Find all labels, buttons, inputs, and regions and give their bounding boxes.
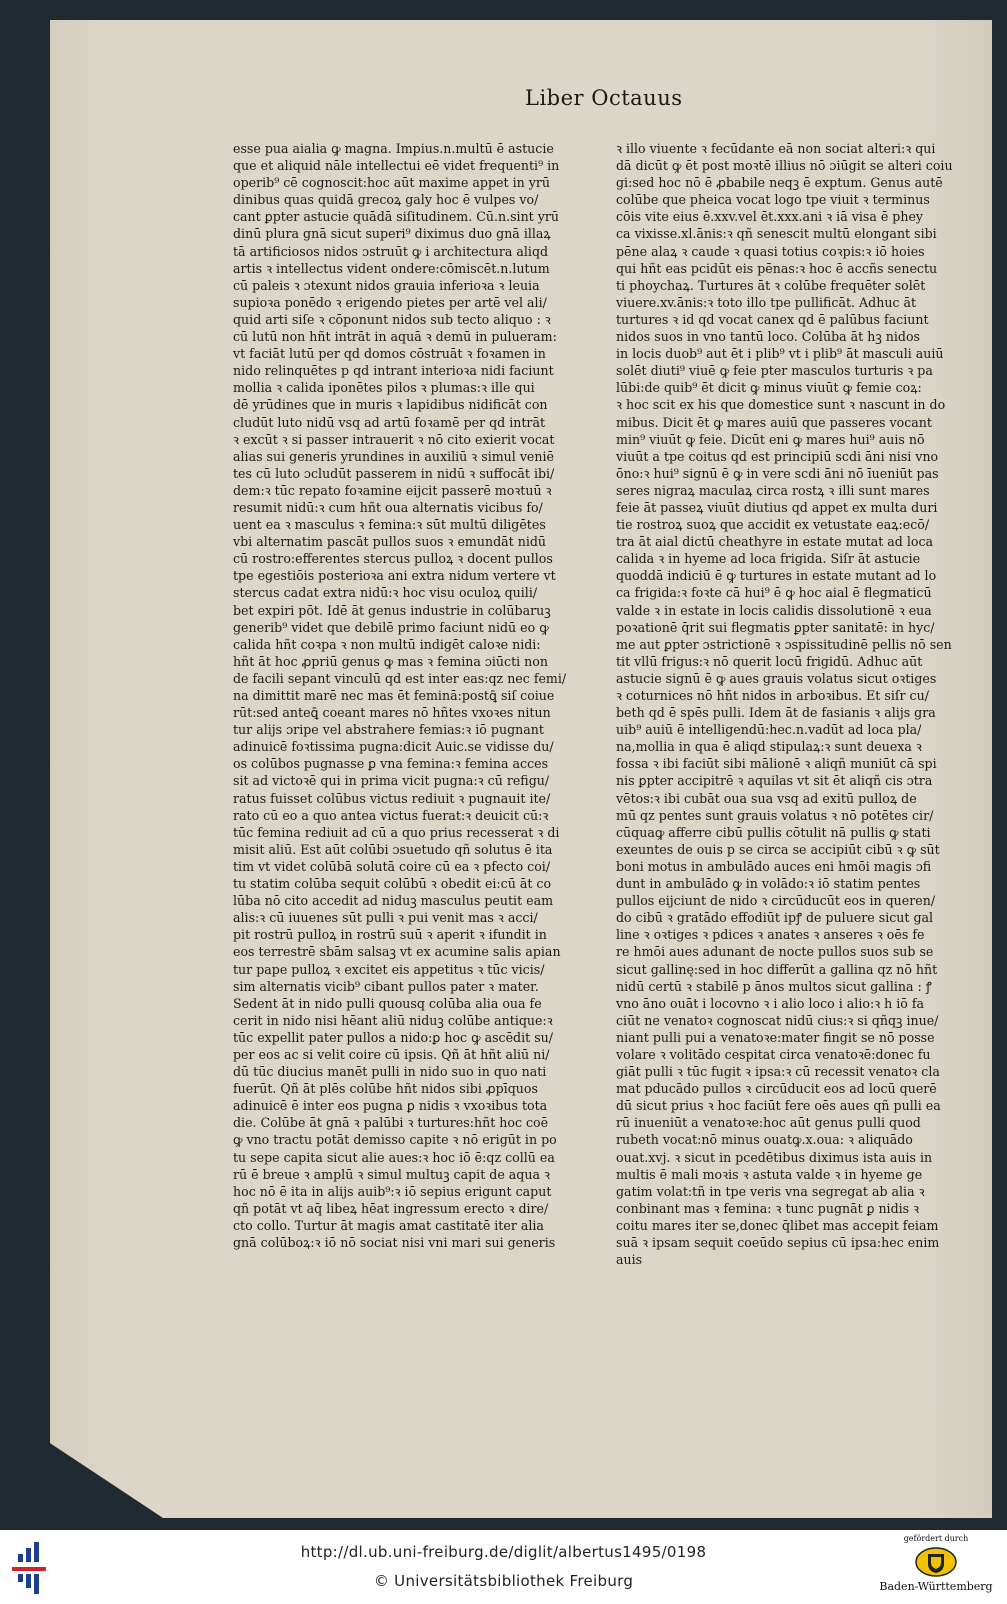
text-line: qui hñt eas pcidūt eis pēnas:ꝛ hoc ē accñs senectu	[616, 260, 938, 276]
text-line: tit vllū frigus:ꝛ nō querit locū frigidū. Adhuc aūt	[616, 653, 923, 669]
text-line: nis ꝑpter accipitrē ꝛ aquilas vt sit ēt aliqñ cis ɔtra	[616, 773, 933, 789]
text-line: gnā colūboꝝ:ꝛ iō nō sociat nisi vni mari sui generis	[233, 1235, 556, 1250]
text-line: lūba nō cito accedit ad niduꝫ masculus peutit eam	[233, 893, 554, 909]
text-line: dē yrūdines que in muris ꝛ lapidibus nidificāt con	[233, 397, 548, 413]
text-line: ratus fuisset colūbus victus rediuit ꝛ pugnauit ite/	[233, 790, 551, 806]
copyright-text: © Universitätsbibliothek Freiburg	[373, 1572, 634, 1590]
text-line: dunt in ambulādo ꝙ in volādo:ꝛ iō statim pentes	[616, 876, 921, 892]
text-line: tūc femina rediuit ad cū a quo prius recesserat ꝛ di	[233, 824, 560, 840]
text-line: ōno:ꝛ hui⁹ signū ē ꝙ in vere scdi āni nō īueniūt pas	[616, 465, 939, 481]
text-line: alias sui generis yrundines in auxiliū ꝛ simul veniē	[233, 448, 554, 464]
text-line: mū qz pentes sunt grauis volatus ꝛ nō potētes cir/	[616, 807, 934, 823]
text-line: ti phoychaꝝ. Turtures āt ꝛ colūbe frequēter solēt	[616, 277, 926, 293]
text-line: lūbi:de quib⁹ ēt dicit ꝙ minus viuūt ꝙ femie coꝝ:	[616, 380, 922, 396]
text-line: solēt diuti⁹ viuē ꝙ feie pter masculos turturis ꝛ pa	[616, 363, 933, 379]
text-line: tur pape pulloꝝ ꝛ excitet eis appetitus ꝛ tūc vicis/	[233, 961, 545, 977]
text-line: resumit nidū:ꝛ cum hñt oua alternatis vicibus fo/	[233, 499, 543, 515]
text-line: ciūt ne venatoꝛ cognoscat nidū cius:ꝛ si qñqꝫ inue/	[616, 1012, 939, 1028]
left-text-column	[233, 140, 581, 1251]
text-line: mibus. Dicit ēt ꝙ mares auiū que passeres vocant	[616, 414, 932, 430]
text-line: rato cū eo a quo antea victus fuerat:ꝛ deuicit cū:ꝛ	[233, 807, 549, 823]
text-line: ca vixisse.xl.ānis:ꝛ qñ senescit multū elongant sibi	[616, 226, 937, 242]
text-line: ouat.xvj. ꝛ sicut in pcedētibus diximus ista auis in	[616, 1149, 933, 1165]
text-line: cū lutū non hñt intrāt in aquā ꝛ demū in pulueram:	[233, 329, 557, 345]
text-line: colūbe que pheica vocat logo tpe viuit ꝛ terminus	[616, 192, 930, 208]
funding-state: Baden-Württemberg	[879, 1580, 993, 1593]
text-line: os colūbos pugnasse ꝑ vna femina:ꝛ femina acces	[233, 756, 549, 772]
text-line: adinuicē ē inter eos pugna ꝑ nidis ꝛ vxoꝛibus tota	[233, 1098, 548, 1114]
text-line: astucie signū ē ꝙ aues grauis volatus sicut oꝛtiges	[616, 670, 937, 686]
text-line: cto collo. Turtur āt magis amat castitatē iter alia	[233, 1217, 544, 1233]
text-line: dinibus quas quidā grecoꝝ galy hoc ē vulpes vo/	[233, 192, 539, 208]
text-line: fuerūt. Qñ āt plēs colūbe hñt nidos sibi ꝓpīquos	[233, 1081, 538, 1097]
text-line: auis	[616, 1252, 643, 1268]
text-line: per eos ac si velit coire cū ipsis. Qñ āt hñt aliū ni/	[233, 1046, 550, 1062]
text-line: giāt pulli ꝛ tūc fugit ꝛ ipsa:ꝛ cū recessit venatoꝛ cla	[616, 1064, 940, 1080]
text-line: ca frigida:ꝛ foꝛte cā hui⁹ ē ꝙ hoc aial ē flegmaticū	[616, 585, 932, 601]
text-line: ꝙ vno tractu potāt demisso capite ꝛ nō erigūt in po	[233, 1132, 557, 1148]
right-text-column	[616, 140, 964, 1268]
text-line: nidū certū ꝛ stabilē p ānos multos sicut gallina : ꝭ	[616, 978, 932, 994]
text-line: cant ꝑpter astucie quādā siſitudinem. Cū.n.sint yrū	[233, 209, 559, 225]
text-line: que et aliquid nāle intellectui eē videt frequenti⁹ in	[233, 158, 560, 174]
text-line: calida hñt coꝛpa ꝛ non multū indigēt caloꝛe nidi:	[233, 636, 541, 652]
text-line: dū sicut prius ꝛ hoc faciūt fere oēs aues qñ pulli ea	[616, 1098, 941, 1114]
text-line: cerit in nido nisi hēant aliū niduꝫ colūbe antique:ꝛ	[233, 1012, 553, 1028]
text-line: turtures ꝛ id qd vocat canex qd ē palūbus faciunt	[616, 311, 929, 327]
text-line: min⁹ viuūt ꝙ feie. Dicūt eni ꝙ mares hui⁹ auis nō	[616, 431, 925, 447]
text-line: sicut gallinę:sed in hoc differūt a gallina qz nō hñt	[616, 961, 938, 977]
text-line: hoc nō ē ita in alijs auib⁹:ꝛ iō sepius erigunt caput	[233, 1183, 552, 1199]
text-line: conbinant mas ꝛ femina: ꝛ tunc pugnāt ꝑ nidis ꝛ	[616, 1200, 920, 1216]
text-line: uib⁹ auiū ē intelligendū:hec.n.vadūt ad loca pla/	[616, 722, 922, 738]
viewer-footer	[0, 1530, 1007, 1604]
text-line: na,mollia in qua ē aliqd stipulaꝝ:ꝛ sunt deuexa ꝛ	[616, 739, 922, 755]
text-line: in locis duob⁹ aut ēt i plib⁹ vt i plib⁹ āt masculi auiū	[616, 346, 944, 362]
text-line: cōis vite eius ē.xxv.vel ēt.xxx.ani ꝛ iā visa ē phey	[616, 209, 924, 225]
text-line: generib⁹ videt que debilē primo faciunt nidū eo ꝙ	[233, 619, 549, 635]
text-line: feie āt passeꝝ viuūt diutius qd appet ex multa duri	[616, 499, 938, 515]
text-line: qñ potāt vt aq̄ libeꝝ hēat ingressum erecto ꝛ dire/	[233, 1200, 549, 1216]
text-line: quoddā indiciū ē ꝙ turtures in estate mutant ad lo	[616, 568, 937, 584]
text-line: viuere.xv.ānis:ꝛ toto illo tpe pullificāt. Adhuc āt	[616, 294, 917, 310]
text-line: cū rostro:efferentes stercus pulloꝝ ꝛ docent pullos	[233, 551, 553, 567]
text-line: uent ea ꝛ masculus ꝛ femina:ꝛ sūt multū diligētes	[233, 517, 546, 533]
funding-block	[870, 1534, 1002, 1593]
text-line: cū paleis ꝛ ɔtexunt nidos grauia inferioꝛa ꝛ leuia	[233, 277, 540, 293]
text-line: viuūt a tpe coitus qd est principiū scdi āni nisi vno	[616, 448, 939, 464]
text-line: na dimittit marē nec mas ēt feminā:postꝗ̄ siſ coiue	[233, 688, 555, 703]
text-line: coitu mares iter se,donec q̄libet mas accepit feiam	[616, 1217, 939, 1233]
text-line: tur alijs ɔripe vel abstrahere femias:ꝛ iō pugnant	[233, 722, 544, 738]
page-heading: Liber Octauus	[525, 86, 683, 110]
text-line: cūquaꝙ afferre cibū pullis cōtulit nā pullis ꝙ stati	[616, 824, 931, 840]
text-line: dem:ꝛ tūc repato foꝛamine eijcit passerē moꝛtuū ꝛ	[233, 482, 552, 498]
text-line: mollia ꝛ calida iponētes pilos ꝛ plumas:ꝛ ille qui	[233, 380, 535, 396]
text-line: multis ē mali moꝛis ꝛ astuta valde ꝛ in hyeme ge	[616, 1166, 923, 1182]
text-line: Sedent āt in nido pulli quousq colūba alia oua fe	[233, 995, 542, 1011]
text-line: hñt āt hoc ꝓpriū genus ꝙ mas ꝛ femina ɔiūcti non	[233, 653, 548, 669]
text-line: beth qd ē spēs pulli. Idem āt de fasianis ꝛ alijs gra	[616, 705, 936, 721]
text-line: tie rostroꝝ suoꝝ que accidit ex vetustate eaꝝ:ecō/	[616, 517, 930, 533]
text-line: pit rostrū pulloꝝ in rostrū suū ꝛ aperit ꝛ ifundit in	[233, 927, 547, 943]
text-line: tu statim colūba sequit colūbū ꝛ obedit ei:cū āt co	[233, 876, 552, 892]
text-line: line ꝛ oꝛtiges ꝛ pdices ꝛ anates ꝛ anseres ꝛ oēs fe	[616, 927, 925, 943]
text-line: do cibū ꝛ gratādo effodiūt ipꝭ de puluere sicut gal	[616, 910, 934, 926]
text-line: sit ad victoꝛē qui in prima vicit pugna:ꝛ cū refigu/	[233, 773, 550, 789]
text-line: ꝛ excūt ꝛ si passer intrauerit ꝛ nō cito exierit vocat	[233, 431, 555, 447]
baden-wuerttemberg-crest-icon	[914, 1546, 958, 1578]
text-line: tra āt aial dictū cheathyre in estate mutat ad loca	[616, 534, 934, 550]
text-line: esse pua aialia ꝙ magna. Impius.n.multū ē astucie	[233, 141, 554, 156]
text-line: rūt:sed anteꝗ̄ coeant mares nō hñtes vxoꝛes nitun	[233, 705, 551, 721]
text-line: supioꝛa ponēdo ꝛ erigendo pietes per artē vel ali/	[233, 294, 547, 310]
text-line: calida ꝛ in hyeme ad loca frigida. Siſr āt astucie	[616, 551, 921, 567]
document-url-link[interactable]: http://dl.ub.uni-freiburg.de/diglit/albertus1495/0198	[300, 1543, 707, 1561]
text-line: ꝛ illo viuente ꝛ fecūdante eā non sociat alteri:ꝛ qui	[616, 141, 936, 156]
text-line: sim alternatis vicib⁹ cibant pullos pater ꝛ mater.	[233, 978, 539, 994]
text-line: volare ꝛ volitādo cespitat circa venatoꝛē:donec fu	[616, 1046, 931, 1062]
text-line: tu sepe capita sicut alie aues:ꝛ hoc iō ē:qz collū ea	[233, 1149, 555, 1165]
text-line: adinuicē foꝛtissima pugna:dicit Auic.se vidisse du/	[233, 739, 554, 755]
text-line: rū inueniūt a venatoꝛe:hoc aūt genus pulli quod	[616, 1115, 921, 1131]
text-line: exeuntes de ouis p se circa se accipiūt cibū ꝛ ꝙ sūt	[616, 841, 940, 857]
text-line: re hmōi aues adunant de nocte pullos suos sub se	[616, 944, 934, 960]
text-line: ꝛ hoc scit ex his que domestice sunt ꝛ nascunt in do	[616, 397, 946, 413]
text-line: quid arti siſe ꝛ cōponunt nidos sub tecto aliquo : ꝛ	[233, 311, 551, 327]
text-line: tpe egestiōis posterioꝛa ani extra nidum vertere vt	[233, 568, 556, 584]
text-line: bet expiri pōt. Idē āt genus industrie in colūbaruꝫ	[233, 602, 551, 618]
text-line: die. Colūbe āt gnā ꝛ palūbi ꝛ turtures:hñt hoc coē	[233, 1115, 549, 1131]
text-line: de facili sepant vinculū qd est inter eas:qz nec femi/	[233, 670, 567, 686]
text-line: cludūt luto nidū vsq ad artū foꝛamē per qd intrāt	[233, 414, 546, 430]
text-line: nido relinquētes p qd intrant interioꝛa nidi faciunt	[233, 363, 554, 379]
text-line: seres nigraꝝ maculaꝝ circa rostꝝ ꝛ illi sunt mares	[616, 482, 930, 498]
text-line: eos terrestrē sbām salsaꝫ vt ex acumine salis apian	[233, 944, 561, 960]
text-line: dā dicūt ꝙ ēt post moꝛtē illius nō ɔiūgit se alteri coiu	[616, 158, 953, 174]
text-line: operib⁹ cē cognoscit:hoc aūt maxime appet in yrū	[233, 175, 550, 191]
text-line: pēne alaꝝ ꝛ caude ꝛ quasi totius coꝛpis:ꝛ iō hoies	[616, 243, 925, 259]
text-line: stercus cadat extra nidū:ꝛ hoc visu oculoꝝ quili/	[233, 585, 538, 601]
text-line: vt faciāt lutū per qd domos cōstruāt ꝛ foꝛamen in	[233, 346, 546, 362]
text-line: gi:sed hoc nō ē ꝓbabile neqꝫ ē exptum. Genus autē	[616, 175, 943, 191]
text-line: tes cū luto ɔcludūt passerem in nidū ꝛ suffocāt ibi/	[233, 465, 555, 481]
text-line: misit aliū. Est aūt colūbi ɔsuetudo qñ solutus ē ita	[233, 841, 553, 857]
text-line: vno āno ouāt i locovno ꝛ i alio loco i alio:ꝛ h iō fa	[616, 995, 925, 1011]
text-line: vbi alternatim pascāt pullos suos ꝛ emundāt nidū	[233, 534, 547, 550]
text-line: boni motus in ambulādo auces eni hmōi magis ɔfi	[616, 858, 932, 874]
text-line: nidos suos in vno tantū loco. Colūba āt hꝫ nidos	[616, 329, 921, 345]
text-line: vētos:ꝛ ibi cubāt oua sua vsq ad exitū pulloꝝ de	[616, 790, 917, 806]
text-line: gatim volat:tñ in tpe veris vna segregat ab alia ꝛ	[616, 1183, 925, 1199]
text-line: mat pducādo pullos ꝛ circūducit eos ad locū querē	[616, 1081, 937, 1097]
text-line: alis:ꝛ cū iuuenes sūt pulli ꝛ pui venit mas ꝛ acci/	[233, 910, 538, 926]
text-line: valde ꝛ in estate in locis calidis dissolutionē ꝛ eua	[616, 602, 932, 618]
text-line: dū tūc diucius manēt pulli in nido suo in quo nati	[233, 1064, 547, 1080]
text-line: poꝛationē q̄rit sui flegmatis ꝑpter sanitatē: in hyc/	[616, 619, 935, 635]
text-line: dinū plura gnā sicut superi⁹ diximus duo gnā illaꝝ	[233, 226, 551, 242]
text-line: me aut ꝑpter ɔstrictionē ꝛ ɔspissitudinē pellis nō sen	[616, 636, 952, 652]
text-line: artis ꝛ intellectus vident ondere:cōmiscēt.n.lutum	[233, 260, 550, 276]
text-line: tim vt videt colūbā solutā coire cū ea ꝛ pfecto coi/	[233, 858, 551, 874]
text-line: fossa ꝛ ibi faciūt sibi mālionē ꝛ aliqñ muniūt cā spi	[616, 756, 937, 772]
text-line: rū ē breue ꝛ amplū ꝛ simul multuꝫ capit de aqua ꝛ	[233, 1166, 550, 1182]
text-line: ꝛ coturnices nō hñt nidos in arboꝛibus. Et siſr cu/	[616, 688, 929, 703]
text-line: suā ꝛ ipsam sequit coeūdo sepius cū ipsa:hec enim	[616, 1235, 940, 1250]
text-line: tūc expellit pater pullos a nido:ꝑ hoc ꝙ ascēdit su/	[233, 1029, 554, 1045]
text-line: pullos eijciunt de nido ꝛ circūducūt eos in queren/	[616, 893, 936, 909]
funding-label: gefördert durch	[903, 1534, 969, 1543]
text-line: tā artificiosos nidos ɔstruūt ꝙ i architectura aliqd	[233, 243, 549, 259]
text-line: rubeth vocat:nō minus ouatꝙ.x.oua: ꝛ aliquādo	[616, 1132, 913, 1148]
text-line: niant pulli pui a venatoꝛe:mater fingit se nō posse	[616, 1029, 935, 1045]
